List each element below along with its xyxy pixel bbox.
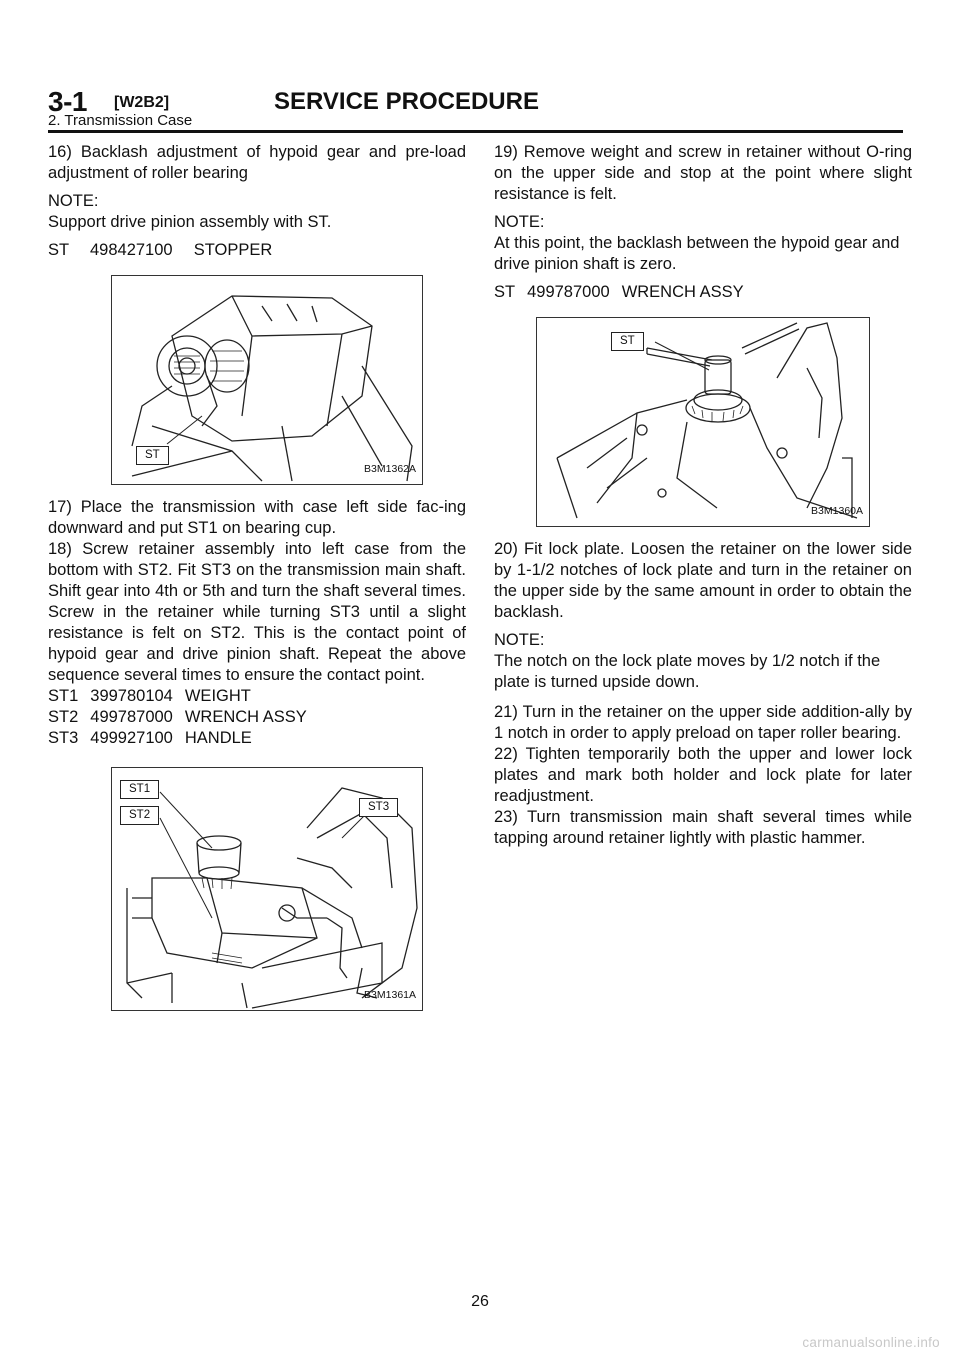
page-number: 26: [471, 1293, 489, 1310]
tool-st: ST3: [48, 729, 79, 747]
tool-st: ST: [48, 241, 69, 259]
step-22: 22) Tighten temporarily both the upper and lower lock plates and mark both holder and lock plate for later readjustment.: [494, 745, 912, 805]
note-text: Support drive pinion assembly with ST.: [48, 213, 332, 231]
section-number: 3-1: [48, 86, 87, 117]
page-title: SERVICE PROCEDURE: [274, 88, 539, 115]
tool-number: 498427100: [89, 241, 173, 259]
figure-wrench: [536, 317, 870, 527]
figure-handle: [111, 767, 423, 1011]
tool-list: [48, 240, 466, 261]
note-block: [48, 191, 466, 233]
tool-row: [48, 707, 466, 728]
page-subtitle: 2. Transmission Case: [48, 112, 193, 129]
figure-tag-st1: ST1: [120, 780, 159, 799]
note-block: [494, 212, 912, 275]
note-text: At this point, the backlash between the hypoid gear and drive pinion shaft is zero.: [494, 234, 900, 273]
note-label: NOTE:: [494, 213, 545, 231]
tool-st: ST2: [48, 708, 79, 726]
tool-row: [494, 282, 912, 303]
figure-code: B3M1361A: [364, 989, 416, 1001]
tool-name: HANDLE: [184, 729, 252, 747]
tool-name: WEIGHT: [184, 687, 251, 705]
tool-name: WRENCH ASSY: [621, 283, 744, 301]
section-code: [W2B2]: [114, 94, 170, 111]
step-18: 18) Screw retainer assembly into left case from the bottom with ST2. Fit ST3 on the transmission main shaft. Shift gear into 4th or 5th and turn the shaft several times. Screw in the retainer while turning ST3 until a slight resistance is felt on ST2. This is the contact point of hypoid gear and drive pinion shaft. Repeat the above sequence several times to ensure the contact point.: [48, 540, 466, 684]
tool-number: 499927100: [90, 729, 173, 747]
tool-number: 499787000: [527, 283, 610, 301]
tool-number: 499787000: [90, 708, 173, 726]
note-text: The notch on the lock plate moves by 1/2 notch if the plate is turned upside down.: [494, 652, 881, 691]
watermark: carmanualsonline.info: [802, 1335, 940, 1350]
figure-tag-st2: ST2: [120, 806, 159, 825]
right-column: [494, 134, 912, 849]
tool-st: ST: [494, 283, 516, 301]
tool-name: WRENCH ASSY: [184, 708, 307, 726]
retainer-wrench-drawing: [537, 318, 869, 526]
left-column: [48, 134, 466, 1011]
figure-tag-st: ST: [611, 332, 644, 351]
step-17: 17) Place the transmission with case left side fac-ing downward and put ST1 on bearing cup.: [48, 498, 466, 537]
note-block: [494, 630, 912, 693]
tool-list: [48, 686, 466, 749]
tool-row: [48, 728, 466, 749]
step-20: 20) Fit lock plate. Loosen the retainer on the lower side by 1-1/2 notches of lock plate and turn in the retainer on the upper side by the same amount in order to obtain the backlash.: [494, 540, 912, 621]
tool-number: 399780104: [90, 687, 173, 705]
figure-tag-st: ST: [136, 446, 169, 465]
tool-st: ST1: [48, 687, 79, 705]
note-label: NOTE:: [48, 192, 99, 210]
step-23: 23) Turn transmission main shaft several times while tapping around retainer lightly with plastic hammer.: [494, 808, 912, 847]
figure-tag-st3: ST3: [359, 798, 398, 817]
tool-list: [494, 282, 912, 303]
step-19: 19) Remove weight and screw in retainer without O-ring on the upper side and stop at the point where slight resistance is felt.: [494, 143, 912, 203]
tool-row: [48, 240, 466, 261]
tool-name: STOPPER: [193, 241, 273, 259]
figure-code: B3M1362A: [364, 463, 416, 475]
figure-code: B3M1360A: [811, 505, 863, 517]
note-label: NOTE:: [494, 631, 545, 649]
figure-stopper: [111, 275, 423, 485]
header-divider: [48, 130, 903, 133]
step-16: 16) Backlash adjustment of hypoid gear and pre-load adjustment of roller bearing: [48, 143, 466, 182]
step-21: 21) Turn in the retainer on the upper side addition-ally by 1 notch in order to apply preload on taper roller bearing.: [494, 703, 912, 742]
tool-row: [48, 686, 466, 707]
